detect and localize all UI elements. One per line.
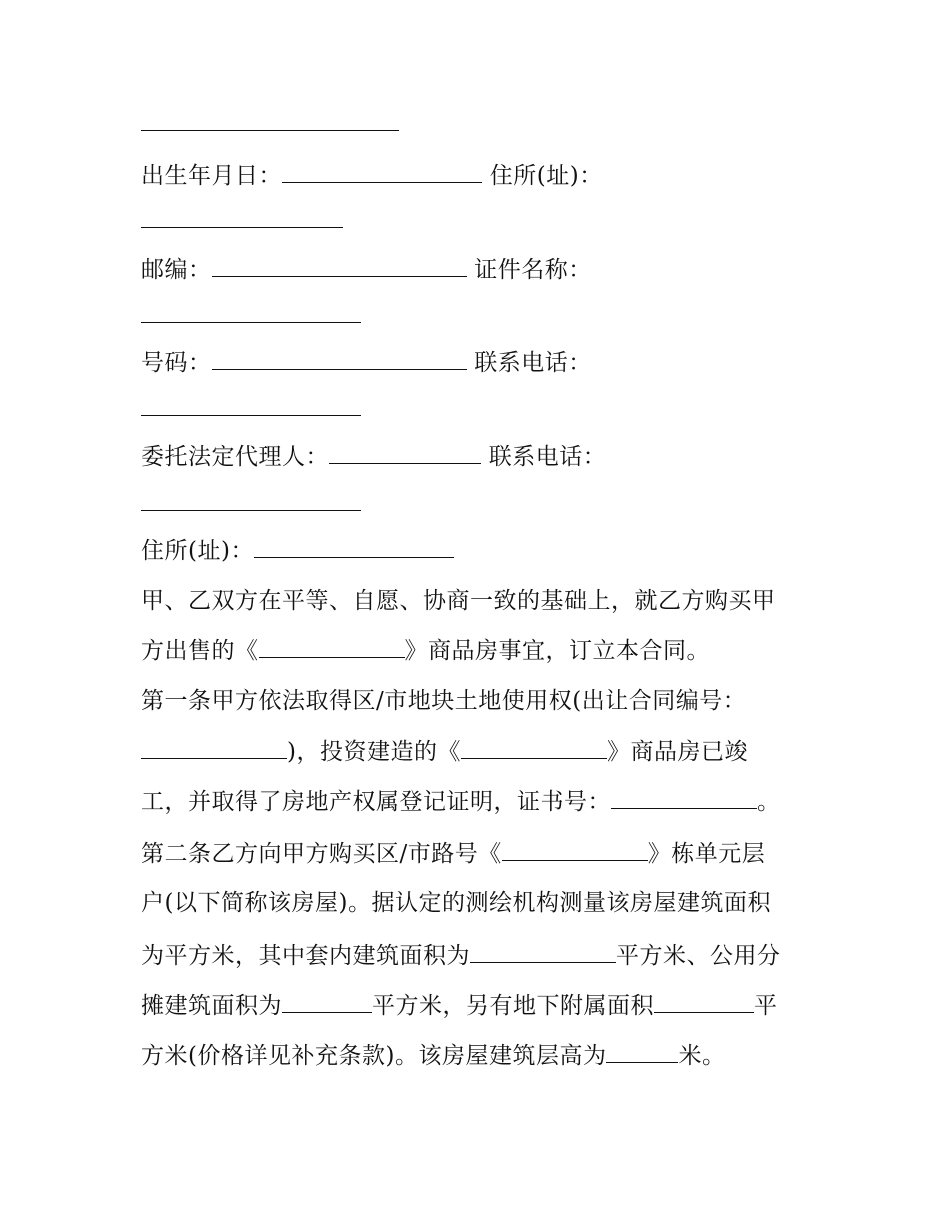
line-article2-1 xyxy=(141,838,765,869)
agent-phone-label: 联系电话： xyxy=(481,444,607,470)
agent-address-label: 住所(址)： xyxy=(141,538,254,564)
preamble-text-2b: 》商品房事宜，订立本合同。 xyxy=(404,638,710,664)
agent-blank[interactable] xyxy=(329,441,481,464)
project-name-blank[interactable] xyxy=(259,635,405,658)
line-agent xyxy=(141,441,606,472)
line-article2-4 xyxy=(141,990,778,1021)
line-id-type-blank xyxy=(141,300,361,331)
line-article1-2 xyxy=(141,736,748,767)
line-id-number xyxy=(141,347,592,378)
article2-text-1a: 第二条乙方向甲方购买区/市路号《 xyxy=(141,841,502,867)
article2-text-4c: 平 xyxy=(754,993,778,1019)
article2-text-4b: 平方米，另有地下附属面积 xyxy=(372,993,654,1019)
phone-label: 联系电话： xyxy=(466,350,592,376)
line-preamble-1 xyxy=(141,586,776,616)
article1-text-3b: 。 xyxy=(757,789,781,815)
article1-text-3a: 工，并取得了房地产权属登记证明，证书号： xyxy=(141,789,611,815)
line-agent-phone-blank xyxy=(141,488,361,519)
address-blank[interactable] xyxy=(141,205,343,228)
fill-blank[interactable] xyxy=(141,108,399,131)
article1-text-2a: )，投资建造的《 xyxy=(287,739,461,765)
certificate-number-blank[interactable] xyxy=(611,786,757,809)
line-article1-1 xyxy=(141,686,746,716)
road-name-blank[interactable] xyxy=(502,838,648,861)
article2-text-5b: 米。 xyxy=(678,1043,726,1069)
building-name-blank[interactable] xyxy=(461,736,607,759)
line-article2-5 xyxy=(141,1040,725,1071)
article2-text-3a: 为平方米，其中套内建筑面积为 xyxy=(141,943,470,969)
id-number-blank[interactable] xyxy=(212,347,467,370)
preamble-text-1: 甲、乙双方在平等、自愿、协商一致的基础上，就乙方购买甲 xyxy=(141,588,776,614)
phone-blank[interactable] xyxy=(141,393,361,416)
postcode-blank[interactable] xyxy=(212,254,467,277)
article2-text-2: 户(以下简称该房屋)。据认定的测绘机构测量该房屋建筑面积 xyxy=(141,890,771,916)
line-article1-3 xyxy=(141,786,781,817)
line-phone-blank xyxy=(141,393,361,424)
shared-area-blank[interactable] xyxy=(282,990,372,1013)
article2-text-3b: 平方米、公用分 xyxy=(616,943,781,969)
article1-text-2b: 》商品房已竣 xyxy=(606,739,748,765)
preamble-text-2a: 方出售的《 xyxy=(141,638,259,664)
inner-area-blank[interactable] xyxy=(470,940,616,963)
id-type-blank[interactable] xyxy=(141,300,361,323)
line-blank-top xyxy=(141,108,399,139)
line-article2-2 xyxy=(141,888,771,918)
id-number-label: 号码： xyxy=(141,350,212,376)
contract-number-blank[interactable] xyxy=(141,736,287,759)
agent-label: 委托法定代理人： xyxy=(141,444,329,470)
birthdate-label: 出生年月日： xyxy=(141,163,282,189)
agent-address-blank[interactable] xyxy=(254,535,454,558)
birthdate-blank[interactable] xyxy=(282,160,482,183)
article2-text-4a: 摊建筑面积为 xyxy=(141,993,282,1019)
floor-height-blank[interactable] xyxy=(606,1040,678,1063)
line-address-blank xyxy=(141,205,343,236)
address-label: 住所(址)： xyxy=(482,163,603,189)
id-type-label: 证件名称： xyxy=(466,257,592,283)
agent-phone-blank[interactable] xyxy=(141,488,361,511)
line-birthdate xyxy=(141,160,603,191)
line-article2-3 xyxy=(141,940,781,971)
line-agent-address xyxy=(141,535,454,566)
underground-area-blank[interactable] xyxy=(654,990,754,1013)
postcode-label: 邮编： xyxy=(141,257,212,283)
article1-text-1: 第一条甲方依法取得区/市地块土地使用权(出让合同编号： xyxy=(141,688,747,714)
line-preamble-2 xyxy=(141,635,710,666)
line-postcode xyxy=(141,254,592,285)
article2-text-5a: 方米(价格详见补充条款)。该房屋建筑层高为 xyxy=(141,1043,607,1069)
article2-text-1b: 》栋单元层 xyxy=(647,841,766,867)
